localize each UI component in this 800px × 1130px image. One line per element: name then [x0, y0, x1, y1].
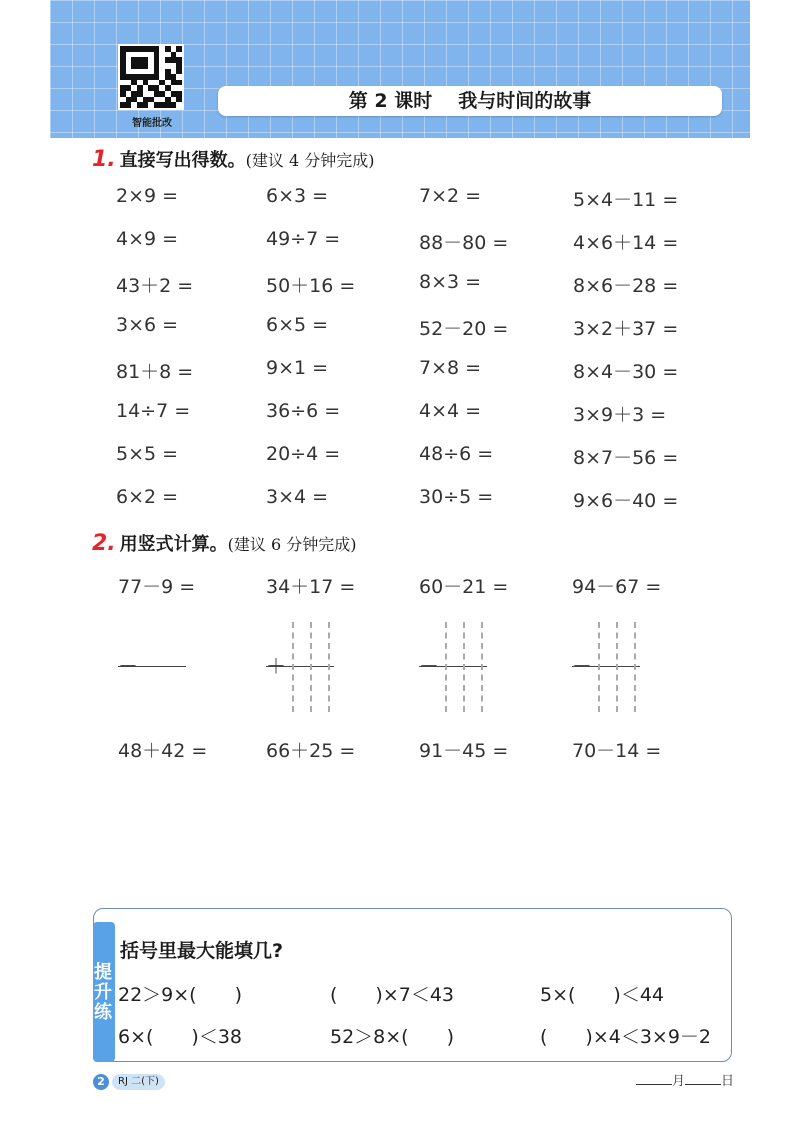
- answer-line: [266, 666, 334, 667]
- oral-problem: 20÷4 =: [266, 443, 341, 465]
- oral-problem: 6×2 =: [116, 486, 179, 508]
- grade-label: RJ 二(下): [112, 1074, 165, 1090]
- answer-line: [572, 666, 640, 667]
- oral-problem: 8×7－56 =: [573, 447, 679, 469]
- operator-sign: ＋: [266, 654, 286, 678]
- oral-problem: 14÷7 =: [116, 400, 191, 422]
- digit-guide: [634, 622, 636, 712]
- oral-problem: 50＋16 =: [266, 275, 356, 297]
- answer-line: [118, 666, 186, 667]
- fill-in-problem[interactable]: 5×( )＜44: [540, 984, 665, 1006]
- fill-in-problem[interactable]: 6×( )＜38: [118, 1026, 243, 1048]
- vertical-problem: 66＋25 =: [266, 740, 356, 762]
- oral-problem: 7×8 =: [419, 357, 482, 379]
- oral-problem: 36÷6 =: [266, 400, 341, 422]
- qr-code[interactable]: [118, 44, 184, 110]
- digit-guide: [463, 622, 465, 712]
- digit-guide: [616, 622, 618, 712]
- oral-problem: 9×1 =: [266, 357, 329, 379]
- extension-title: 括号里最大能填几?: [120, 940, 284, 962]
- work-area[interactable]: [572, 622, 652, 712]
- oral-problem: 30÷5 =: [419, 486, 494, 508]
- page-number: 2: [93, 1074, 109, 1090]
- lesson-number: 第 2 课时: [348, 90, 433, 112]
- lesson-title-bar: [218, 86, 722, 116]
- oral-problem: 48÷6 =: [419, 443, 494, 465]
- vertical-problem: 70－14 =: [572, 740, 662, 762]
- vertical-problem: 91－45 =: [419, 740, 509, 762]
- oral-problem: 8×4－30 =: [573, 361, 679, 383]
- month-label: 月: [672, 1074, 686, 1089]
- oral-problem: 7×2 =: [419, 185, 482, 207]
- oral-problem: 3×9＋3 =: [573, 404, 667, 426]
- oral-problem: 3×2＋37 =: [573, 318, 679, 340]
- vertical-problem: 77－9 =: [118, 576, 196, 598]
- operator-sign: －: [572, 654, 592, 678]
- section2-number: 2.: [92, 531, 116, 556]
- digit-guide: [598, 622, 600, 712]
- work-area[interactable]: [419, 622, 499, 712]
- fill-in-problem[interactable]: 22＞9×( ): [118, 984, 243, 1006]
- vertical-problem: 60－21 =: [419, 576, 509, 598]
- digit-guide: [310, 622, 312, 712]
- digit-guide: [445, 622, 447, 712]
- fill-in-problem[interactable]: ( )×7＜43: [330, 984, 455, 1006]
- qr-label: 智能批改: [132, 118, 172, 129]
- oral-problem: 8×3 =: [419, 271, 482, 293]
- vertical-problem: 34＋17 =: [266, 576, 356, 598]
- operator-sign: －: [118, 654, 138, 678]
- section2-title: 用竖式计算。: [119, 534, 228, 555]
- digit-guide: [328, 622, 330, 712]
- oral-problem: 4×9 =: [116, 228, 179, 250]
- oral-problem: 88－80 =: [419, 232, 509, 254]
- vertical-problem: 48＋42 =: [118, 740, 208, 762]
- oral-problem: 4×6＋14 =: [573, 232, 679, 254]
- section1-number: 1.: [92, 147, 116, 172]
- section1-title: 直接写出得数。: [119, 150, 246, 171]
- oral-problem: 6×5 =: [266, 314, 329, 336]
- fill-in-problem[interactable]: ( )×4＜3×9－2: [540, 1026, 712, 1048]
- oral-problem: 81＋8 =: [116, 361, 194, 383]
- oral-problem: 3×6 =: [116, 314, 179, 336]
- answer-line: [419, 666, 487, 667]
- oral-problem: 2×9 =: [116, 185, 179, 207]
- operator-sign: －: [419, 654, 439, 678]
- oral-problem: 4×4 =: [419, 400, 482, 422]
- vertical-problem: 94－67 =: [572, 576, 662, 598]
- oral-problem: 6×3 =: [266, 185, 329, 207]
- work-area[interactable]: [118, 622, 198, 712]
- extension-tab: 提升练: [93, 922, 115, 1062]
- section2-note: (建议 6 分钟完成): [227, 535, 357, 554]
- oral-problem: 8×6－28 =: [573, 275, 679, 297]
- lesson-title: 我与时间的故事: [458, 90, 592, 112]
- oral-problem: 3×4 =: [266, 486, 329, 508]
- section2-heading: [92, 530, 357, 556]
- section1-note: (建议 4 分钟完成): [245, 151, 375, 170]
- fill-in-problem[interactable]: 52＞8×( ): [330, 1026, 455, 1048]
- day-label: 日: [721, 1074, 735, 1089]
- work-area[interactable]: [266, 622, 346, 712]
- oral-problem: 5×4－11 =: [573, 189, 679, 211]
- oral-problem: 52－20 =: [419, 318, 509, 340]
- oral-problem: 5×5 =: [116, 443, 179, 465]
- oral-problem: 49÷7 =: [266, 228, 341, 250]
- digit-guide: [481, 622, 483, 712]
- oral-problem: 9×6－40 =: [573, 490, 679, 512]
- oral-problem: 43＋2 =: [116, 275, 194, 297]
- digit-guide: [292, 622, 294, 712]
- section1-heading: [92, 146, 375, 172]
- date-field[interactable]: [636, 1070, 734, 1089]
